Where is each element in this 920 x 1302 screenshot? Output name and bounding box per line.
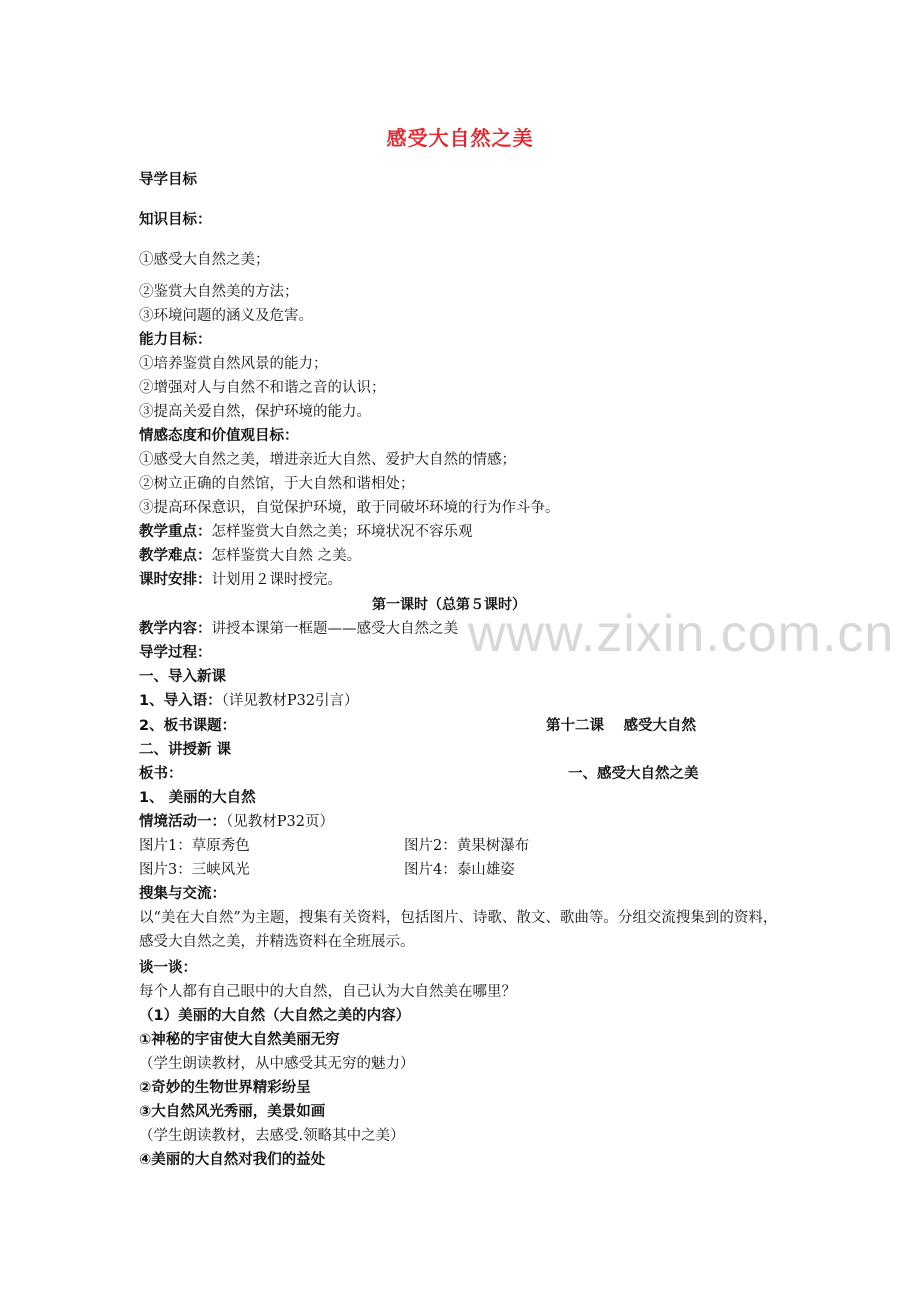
beauty-item-1: ①神秘的宇宙使大自然美丽无穷 [139, 1032, 340, 1048]
talk-text: 每个人都有自己眼中的大自然，自己认为大自然美在哪里？ [139, 984, 516, 1000]
board2-label: 板书： [139, 766, 183, 782]
teaching-content-label: 教学内容： [139, 621, 212, 637]
subsection-1: 1、 美丽的大自然 [139, 790, 256, 806]
ability-item-1: ①培养鉴赏自然风景的能力； [139, 356, 328, 372]
class-schedule-text: 计划用２课时授完。 [211, 572, 342, 588]
beauty-heading: （1）美丽的大自然（大自然之美的内容） [139, 1008, 411, 1024]
knowledge-item-1: ①感受大自然之美； [139, 252, 270, 268]
beauty-item-2: ②奇妙的生物世界精彩纷呈 [139, 1080, 311, 1096]
ability-item-3: ③提高关爱自然，保护环境的能力。 [139, 404, 371, 420]
class-schedule-label: 课时安排： [139, 572, 212, 588]
beauty-item-3-note: （学生朗读教材，去感受.领略其中之美） [139, 1128, 405, 1144]
teaching-difficulty-text: 怎样鉴赏大自然 之美。 [211, 548, 362, 564]
picture-3: 图片3：三峡风光 [139, 862, 250, 878]
emotion-item-3: ③提高环保意识，自觉保护环境，敢于同破坏环境的行为作斗争。 [139, 500, 560, 516]
process-heading: 导学过程： [139, 645, 212, 661]
knowledge-goal-heading: 知识目标： [139, 212, 212, 228]
board-title-right: 第十二课 感受大自然 [546, 718, 697, 734]
intro-label: 1、导入语： [139, 693, 222, 709]
beauty-item-1-note: （学生朗读教材，从中感受其无穷的魅力） [139, 1056, 415, 1072]
emotion-goal-heading: 情感态度和价值观目标： [139, 428, 299, 444]
teaching-difficulty-label: 教学难点： [139, 548, 212, 564]
emotion-item-1: ①感受大自然之美，增进亲近大自然、爱护大自然的情感； [139, 452, 516, 468]
activity-label: 情境活动一： [139, 814, 226, 830]
activity-line [139, 812, 334, 832]
board-title-label: 2、板书课题： [139, 718, 237, 734]
lesson-heading: 第一课时（总第５课时） [372, 597, 526, 613]
intro-line [139, 691, 359, 711]
knowledge-item-2: ②鉴赏大自然美的方法； [139, 284, 299, 300]
teaching-content [139, 619, 458, 639]
page-title: 感受大自然之美 [386, 126, 534, 150]
teaching-focus [139, 522, 473, 542]
collect-heading: 搜集与交流： [139, 886, 226, 902]
ability-item-2: ②增强对人与自然不和谐之音的认识； [139, 380, 386, 396]
ability-goal-heading: 能力目标： [139, 332, 212, 348]
talk-heading: 谈一谈： [139, 960, 197, 976]
part2-heading: 二、讲授新 课 [139, 742, 232, 758]
guide-goal-heading: 导学目标 [139, 172, 197, 188]
intro-text: （详见教材P32引言） [221, 693, 359, 709]
teaching-focus-label: 教学重点： [139, 524, 212, 540]
beauty-item-3: ③大自然风光秀丽，美景如画 [139, 1104, 326, 1120]
knowledge-item-3: ③环境问题的涵义及危害。 [139, 308, 313, 324]
picture-4: 图片4：泰山雄姿 [404, 862, 515, 878]
board2-right: 一、感受大自然之美 [568, 766, 699, 782]
watermark: www.zixin.com.cn [468, 605, 895, 663]
class-schedule [139, 570, 342, 590]
teaching-content-text: 讲授本课第一框题——感受大自然之美 [211, 621, 458, 637]
picture-1: 图片1：草原秀色 [139, 838, 250, 854]
collect-paragraph: 以“美在大自然”为主题，搜集有关资料，包括图片、诗歌、散文、歌曲等。分组交流搜集到的资料，感受大自然之美，并精选资料在全班展示。 [139, 910, 778, 950]
teaching-focus-text: 怎样鉴赏大自然之美；环境状况不容乐观 [211, 524, 473, 540]
teaching-difficulty [139, 546, 361, 566]
part1-heading: 一、导入新课 [139, 669, 226, 685]
emotion-item-2: ②树立正确的自然馆，于大自然和谐相处； [139, 476, 415, 492]
beauty-item-4: ④美丽的大自然对我们的益处 [139, 1152, 326, 1168]
picture-2: 图片2：黄果树瀑布 [404, 838, 530, 854]
activity-text: （见教材P32页） [226, 814, 334, 830]
